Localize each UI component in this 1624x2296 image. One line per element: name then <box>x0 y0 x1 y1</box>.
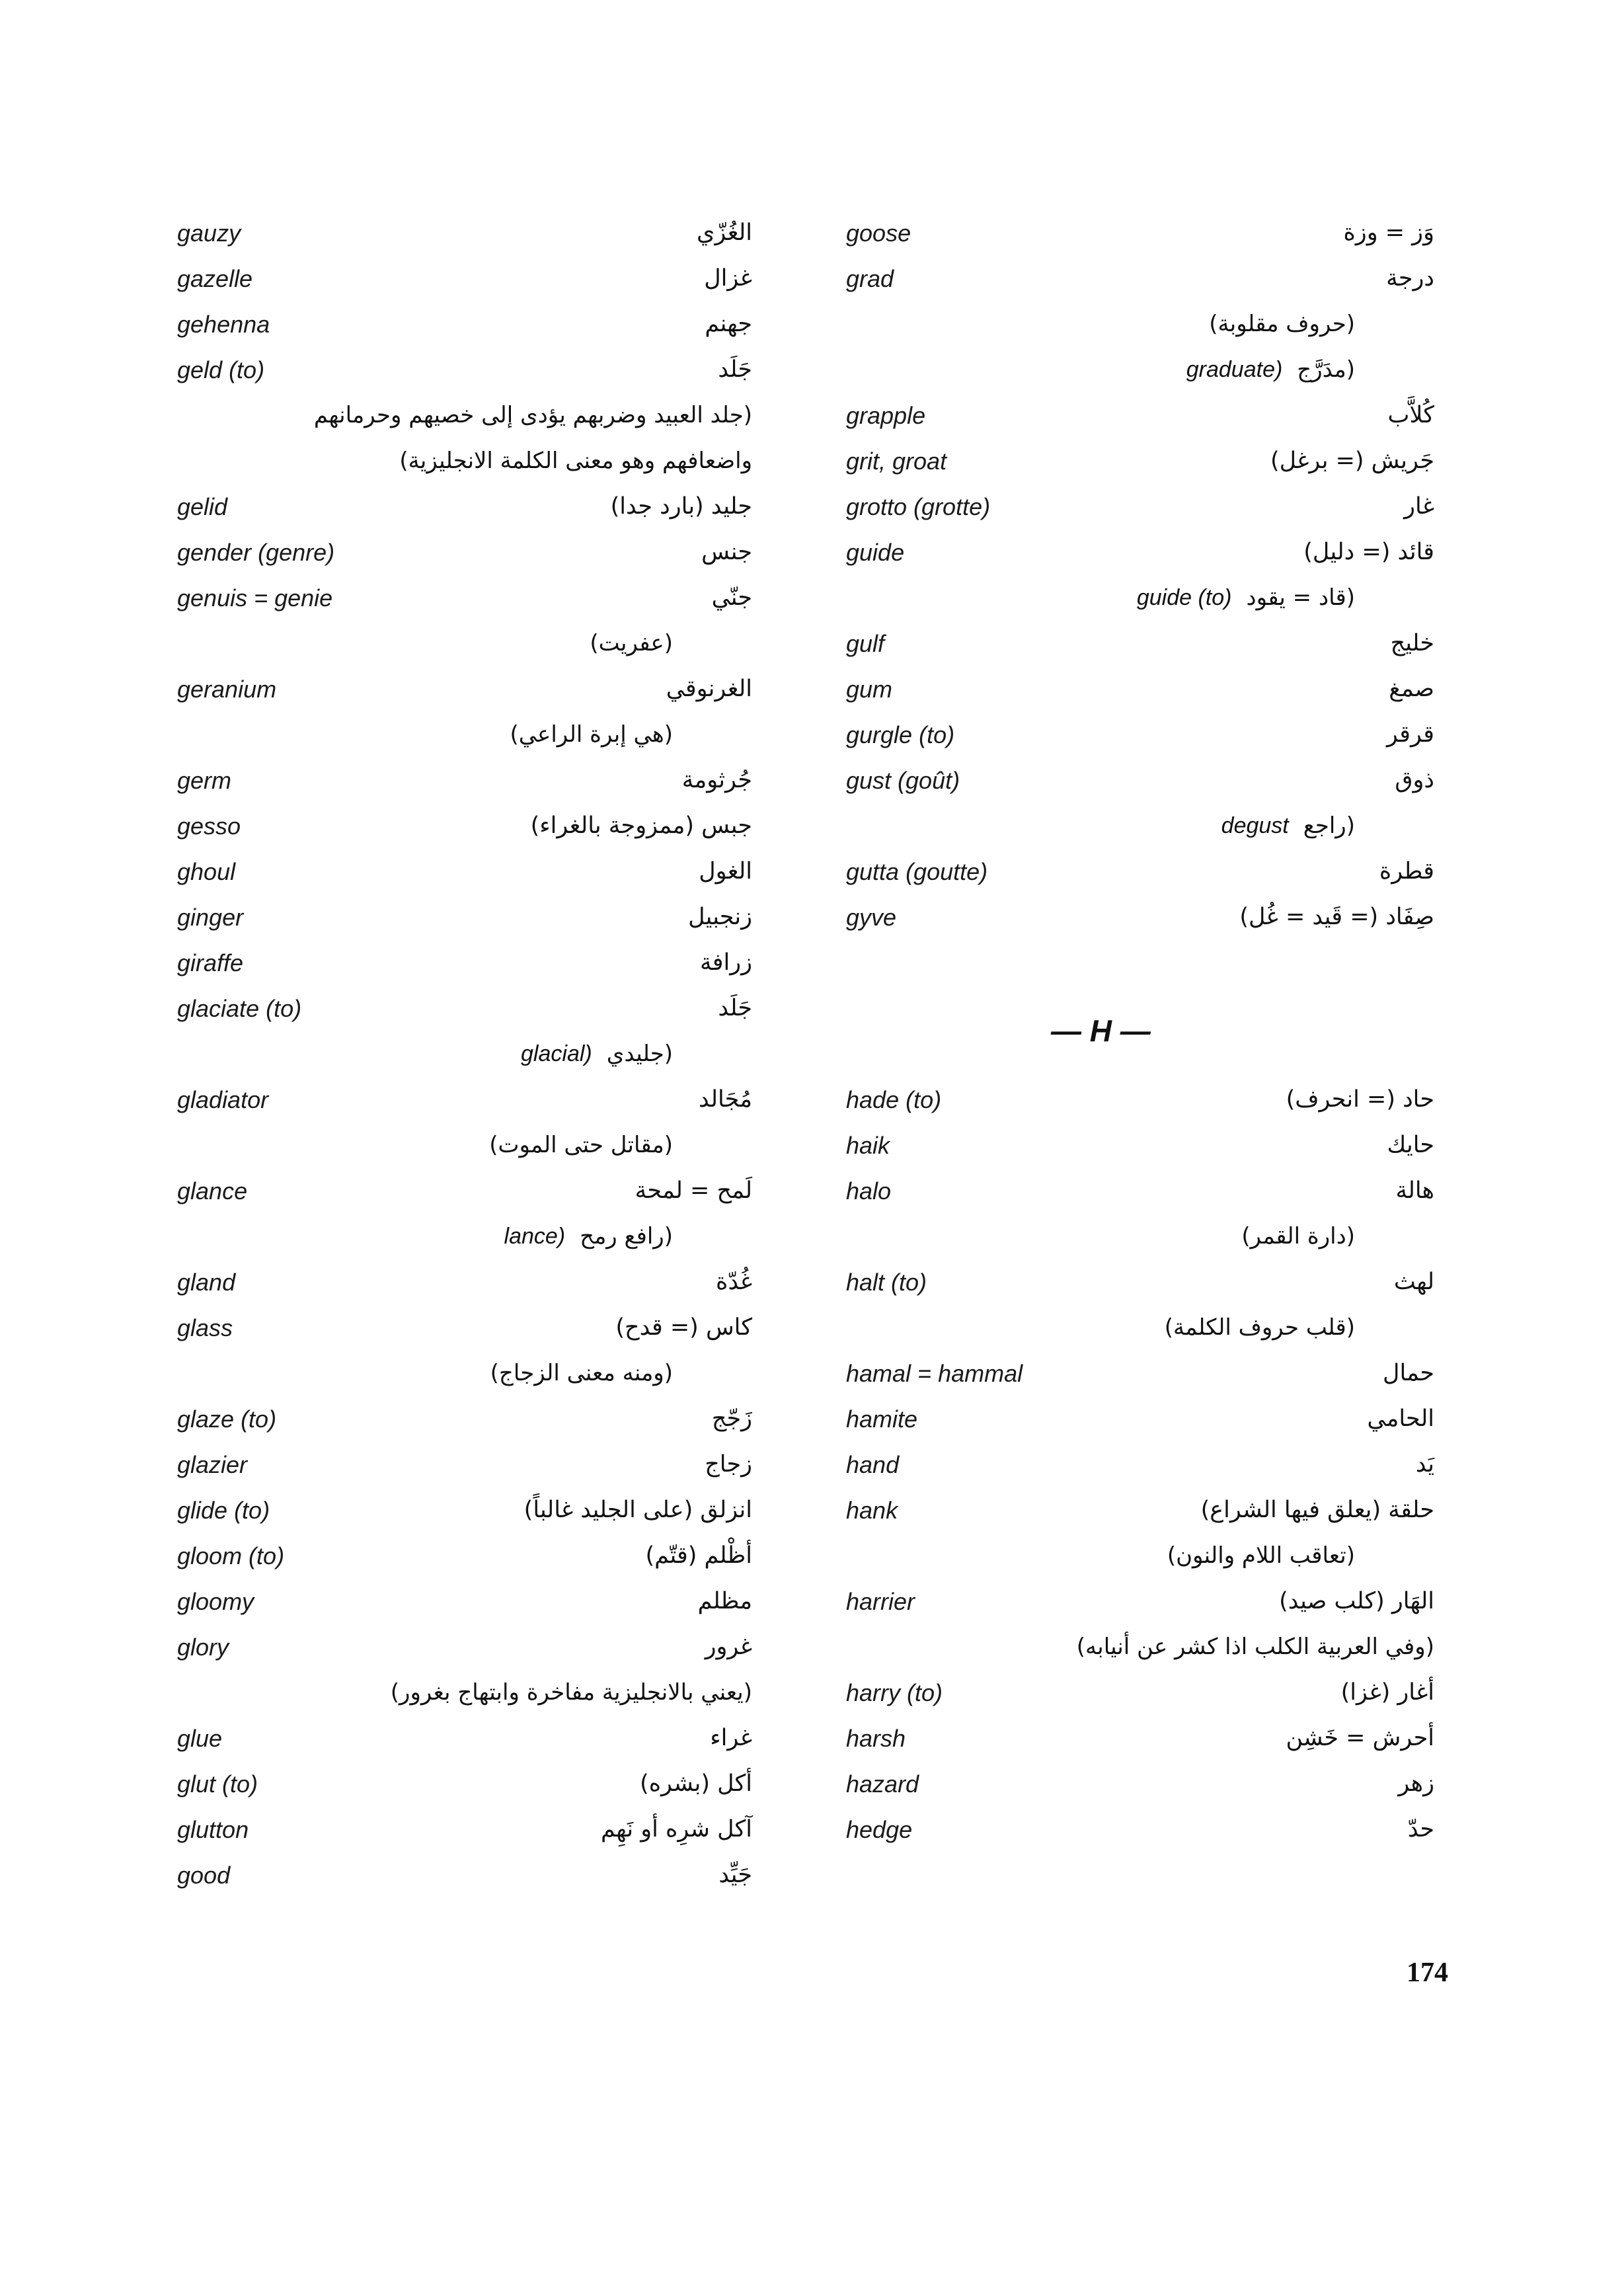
entry-headword: glue <box>177 1725 223 1752</box>
dictionary-entry <box>846 1761 1434 1807</box>
right-column <box>846 210 1434 1852</box>
note-english: graduate) <box>1186 357 1283 382</box>
note-arabic: (راجع <box>1303 812 1355 839</box>
entry-arabic: جهنم <box>705 311 752 337</box>
entry-headword: haik <box>846 1132 890 1159</box>
entry-arabic: خليج <box>1390 630 1434 656</box>
dictionary-entry <box>846 849 1434 894</box>
dictionary-entry <box>846 1259 1434 1305</box>
entry-headword: gutta (goutte) <box>846 858 988 885</box>
entry-note <box>846 301 1434 347</box>
dictionary-entry <box>846 1168 1434 1214</box>
dictionary-entry <box>177 1852 752 1898</box>
entry-arabic: غراء <box>710 1725 752 1751</box>
entry-arabic: لَمح = لمحة <box>635 1177 752 1204</box>
entry-headword: hamite <box>846 1405 918 1433</box>
note-text <box>1209 301 1355 347</box>
note-text <box>490 1351 673 1396</box>
entry-arabic: غار <box>1404 493 1434 520</box>
entry-arabic: حايك <box>1387 1132 1434 1158</box>
entry-note <box>177 438 752 484</box>
note-arabic: (وفي العربية الكلب اذا كشر عن أنيابه) <box>1076 1634 1434 1660</box>
entry-arabic: جَيِّد <box>718 1862 752 1888</box>
entry-arabic: أظْلم (قتّم) <box>645 1542 752 1569</box>
entry-headword: guide <box>846 539 905 566</box>
note-arabic: (عفريت) <box>590 630 673 656</box>
note-arabic: (قلب حروف الكلمة) <box>1164 1314 1355 1341</box>
note-text <box>1186 347 1355 393</box>
dictionary-entry <box>177 301 752 347</box>
entry-headword: gesso <box>177 812 241 840</box>
entry-arabic: الغرنوقي <box>666 676 752 702</box>
entry-headword: glutton <box>177 1816 249 1843</box>
entry-arabic: جَريش (= برغل) <box>1270 448 1434 474</box>
note-english: lance) <box>504 1224 566 1249</box>
entry-headword: gelid <box>177 493 228 520</box>
dictionary-entry <box>177 894 752 940</box>
entry-headword: glory <box>177 1634 229 1661</box>
note-text <box>504 1214 673 1259</box>
note-arabic: (قاد = يقود <box>1246 584 1355 611</box>
entry-headword: hamal = hammal <box>846 1360 1023 1387</box>
dictionary-entry <box>846 438 1434 484</box>
entry-arabic: غرور <box>705 1634 752 1660</box>
section-heading: — H — <box>1051 1013 1151 1048</box>
entry-headword: grotto (grotte) <box>846 493 991 520</box>
dictionary-entry <box>177 1716 752 1761</box>
entry-note <box>846 347 1434 393</box>
note-text <box>1241 1214 1355 1259</box>
note-english: glacial) <box>521 1041 592 1066</box>
dictionary-entry <box>177 986 752 1031</box>
entry-arabic: جُرثومة <box>681 767 752 793</box>
entry-note <box>846 803 1434 849</box>
entry-headword: gyve <box>846 904 897 931</box>
dictionary-entry <box>846 1442 1434 1487</box>
entry-headword: gulf <box>846 630 885 657</box>
entry-headword: glance <box>177 1177 248 1205</box>
entry-arabic: غُدّة <box>715 1269 752 1295</box>
entry-headword: gehenna <box>177 311 270 338</box>
entry-arabic: ذوق <box>1395 767 1434 793</box>
note-text <box>510 712 673 758</box>
entry-arabic: أكل (بشره) <box>640 1770 752 1797</box>
entry-note <box>177 1351 752 1396</box>
dictionary-entry <box>177 666 752 712</box>
note-arabic: (حروف مقلوبة) <box>1209 311 1355 337</box>
entry-arabic: جَلَد <box>718 995 752 1021</box>
entry-headword: harrier <box>846 1588 915 1615</box>
left-column <box>177 210 752 1898</box>
entry-headword: gazelle <box>177 265 253 292</box>
entry-note <box>177 1123 752 1168</box>
dictionary-entry <box>846 1579 1434 1624</box>
entry-arabic: انزلق (على الجليد غالباً) <box>523 1497 752 1523</box>
entry-arabic: هالة <box>1395 1177 1434 1204</box>
dictionary-entry <box>846 530 1434 575</box>
entry-arabic: صمغ <box>1389 676 1434 702</box>
entry-headword: hade (to) <box>846 1086 942 1113</box>
entry-headword: glaciate (to) <box>177 995 302 1022</box>
entry-headword: halt (to) <box>846 1269 927 1296</box>
dictionary-entry <box>177 1487 752 1533</box>
entry-arabic: الغُزّي <box>697 219 752 246</box>
note-arabic: (يعني بالانجليزية مفاخرة وابتهاج بغرور) <box>390 1679 752 1706</box>
dictionary-entry <box>177 1168 752 1214</box>
entry-note <box>177 712 752 758</box>
note-arabic: (تعاقب اللام والنون) <box>1167 1542 1355 1569</box>
entry-headword: gland <box>177 1269 236 1296</box>
note-text <box>391 1670 752 1716</box>
entry-arabic: جنس <box>701 539 752 565</box>
entry-note <box>846 1214 1434 1259</box>
note-text <box>1077 1624 1434 1670</box>
note-text <box>1167 1533 1355 1579</box>
blank-row <box>846 940 1434 986</box>
note-arabic: واضعافهم وهو معنى الكلمة الانجليزية) <box>399 448 752 474</box>
dictionary-entry <box>177 484 752 530</box>
dictionary-entry <box>846 621 1434 666</box>
note-arabic: (رافع رمح <box>580 1223 673 1249</box>
dictionary-entry <box>177 940 752 986</box>
entry-headword: genuis = genie <box>177 584 333 612</box>
entry-headword: gauzy <box>177 219 241 247</box>
entry-headword: hand <box>846 1451 900 1478</box>
entry-arabic: زرافة <box>699 949 752 976</box>
note-text <box>399 438 752 484</box>
note-arabic: (جليدي <box>606 1041 673 1067</box>
note-text <box>590 621 673 666</box>
entry-headword: geranium <box>177 676 277 703</box>
entry-arabic: حمال <box>1383 1360 1434 1386</box>
entry-arabic: جليد (بارد جدا) <box>610 493 752 520</box>
entry-note <box>177 621 752 666</box>
dictionary-entry <box>177 1761 752 1807</box>
entry-arabic: حاد (= انحرف) <box>1286 1086 1434 1113</box>
note-text <box>1221 803 1355 849</box>
entry-headword: hank <box>846 1497 898 1524</box>
entry-headword: ginger <box>177 904 244 931</box>
entry-arabic: أحرش = خَشِن <box>1286 1725 1434 1751</box>
entry-headword: germ <box>177 767 232 794</box>
dictionary-entry <box>177 210 752 256</box>
entry-headword: halo <box>846 1177 892 1205</box>
entry-note <box>846 575 1434 621</box>
entry-arabic: كاس (= قدح) <box>615 1314 752 1341</box>
note-arabic: (جلد العبيد وضربهم يؤدى إلى خصيهم وحرمانهم <box>313 402 752 428</box>
entry-headword: gloomy <box>177 1588 254 1615</box>
entry-headword: glide (to) <box>177 1497 270 1524</box>
entry-headword: geld (to) <box>177 356 265 383</box>
section-divider <box>846 986 1434 1077</box>
dictionary-entry <box>846 712 1434 758</box>
entry-arabic: الهَار (كلب صيد) <box>1279 1588 1434 1614</box>
note-text <box>521 1031 673 1077</box>
dictionary-entry <box>846 1716 1434 1761</box>
entry-headword: grad <box>846 265 894 292</box>
entry-arabic: يَد <box>1415 1451 1434 1478</box>
entry-arabic: غزال <box>704 265 752 292</box>
entry-note <box>846 1305 1434 1351</box>
entry-arabic: حدّ <box>1407 1816 1434 1842</box>
dictionary-entry <box>846 393 1434 438</box>
entry-headword: gum <box>846 676 893 703</box>
entry-note <box>846 1624 1434 1670</box>
note-text <box>314 393 752 438</box>
entry-headword: glazier <box>177 1451 248 1478</box>
note-text <box>1137 575 1355 621</box>
entry-headword: gender (genre) <box>177 539 335 566</box>
entry-arabic: زنجبيل <box>688 904 752 930</box>
entry-headword: harry (to) <box>846 1679 943 1706</box>
entry-arabic: قائد (= دليل) <box>1303 539 1434 565</box>
dictionary-entry <box>846 1351 1434 1396</box>
entry-arabic: مظلم <box>697 1588 752 1614</box>
entry-arabic: قطرة <box>1379 858 1434 885</box>
dictionary-entry <box>177 849 752 894</box>
dictionary-entry <box>846 210 1434 256</box>
entry-note <box>177 393 752 438</box>
note-arabic: (مدَرَّج <box>1297 356 1355 383</box>
entry-arabic: قرقر <box>1386 721 1434 748</box>
entry-arabic: حلقة (يعلق فيها الشراع) <box>1200 1497 1434 1523</box>
entry-arabic: لهث <box>1393 1269 1434 1295</box>
dictionary-entry <box>177 256 752 301</box>
note-text <box>1165 1305 1355 1351</box>
dictionary-entry <box>177 530 752 575</box>
entry-headword: glut (to) <box>177 1770 258 1798</box>
entry-headword: giraffe <box>177 949 244 976</box>
note-text <box>489 1123 673 1168</box>
entry-headword: grapple <box>846 402 926 429</box>
dictionary-entry <box>177 758 752 803</box>
page-number: 174 <box>1407 1958 1448 1988</box>
entry-headword: hedge <box>846 1816 913 1843</box>
entry-headword: gloom (to) <box>177 1542 285 1569</box>
dictionary-entry <box>177 347 752 393</box>
dictionary-entry <box>846 1396 1434 1442</box>
dictionary-entry <box>177 1305 752 1351</box>
entry-headword: glass <box>177 1314 233 1341</box>
entry-arabic: زجاج <box>705 1451 752 1478</box>
dictionary-entry <box>846 666 1434 712</box>
entry-arabic: كُلاَّب <box>1387 402 1434 428</box>
entry-arabic: جنّي <box>711 584 752 611</box>
entry-headword: ghoul <box>177 858 236 885</box>
dictionary-entry <box>846 1807 1434 1852</box>
dictionary-entry <box>846 256 1434 301</box>
entry-headword: good <box>177 1862 231 1889</box>
entry-headword: gust (goût) <box>846 767 960 794</box>
entry-headword: harsh <box>846 1725 906 1752</box>
dictionary-entry <box>846 1123 1434 1168</box>
entry-headword: grit, groat <box>846 448 947 475</box>
entry-arabic: درجة <box>1386 265 1434 292</box>
entry-note <box>177 1214 752 1259</box>
dictionary-entry <box>846 484 1434 530</box>
entry-note <box>177 1031 752 1077</box>
entry-headword: hazard <box>846 1770 919 1798</box>
entry-arabic: جبس (ممزوجة بالغراء) <box>530 812 752 839</box>
entry-headword: gladiator <box>177 1086 269 1113</box>
entry-arabic: وَز = وزة <box>1343 219 1434 246</box>
entry-arabic: آكل شرِه أو نَهِم <box>600 1816 752 1842</box>
dictionary-entry <box>177 1533 752 1579</box>
entry-note <box>846 1533 1434 1579</box>
entry-headword: goose <box>846 219 911 247</box>
dictionary-entry <box>846 894 1434 940</box>
dictionary-entry <box>846 1077 1434 1123</box>
entry-arabic: الحامي <box>1367 1405 1434 1432</box>
dictionary-entry <box>177 1396 752 1442</box>
dictionary-entry <box>177 1259 752 1305</box>
entry-note <box>177 1670 752 1716</box>
dictionary-entry <box>846 758 1434 803</box>
dictionary-entry <box>846 1487 1434 1533</box>
entry-arabic: أغار (غزا) <box>1340 1679 1434 1706</box>
dictionary-entry <box>846 1670 1434 1716</box>
dictionary-entry <box>177 1077 752 1123</box>
note-arabic: (ومنه معنى الزجاج) <box>490 1360 673 1386</box>
note-english: guide (to) <box>1136 585 1232 610</box>
dictionary-entry <box>177 1807 752 1852</box>
dictionary-entry <box>177 575 752 621</box>
entry-arabic: زهر <box>1398 1770 1434 1797</box>
entry-arabic: زَجّج <box>711 1405 752 1432</box>
note-arabic: (مقاتل حتى الموت) <box>489 1132 673 1158</box>
note-english: degust <box>1221 813 1289 838</box>
dictionary-entry <box>177 803 752 849</box>
dictionary-entry <box>177 1442 752 1487</box>
dictionary-entry <box>177 1579 752 1624</box>
entry-arabic: صِفَاد (= قَيد = غُل) <box>1239 904 1434 930</box>
entry-arabic: الغول <box>699 858 752 885</box>
note-arabic: (دارة القمر) <box>1241 1223 1355 1249</box>
note-arabic: (هي إبرة الراعي) <box>510 721 673 748</box>
entry-headword: glaze (to) <box>177 1405 277 1433</box>
dictionary-entry <box>177 1624 752 1670</box>
entry-headword: gurgle (to) <box>846 721 955 748</box>
entry-arabic: جَلَد <box>718 356 752 383</box>
entry-arabic: مُجَالد <box>698 1086 752 1113</box>
